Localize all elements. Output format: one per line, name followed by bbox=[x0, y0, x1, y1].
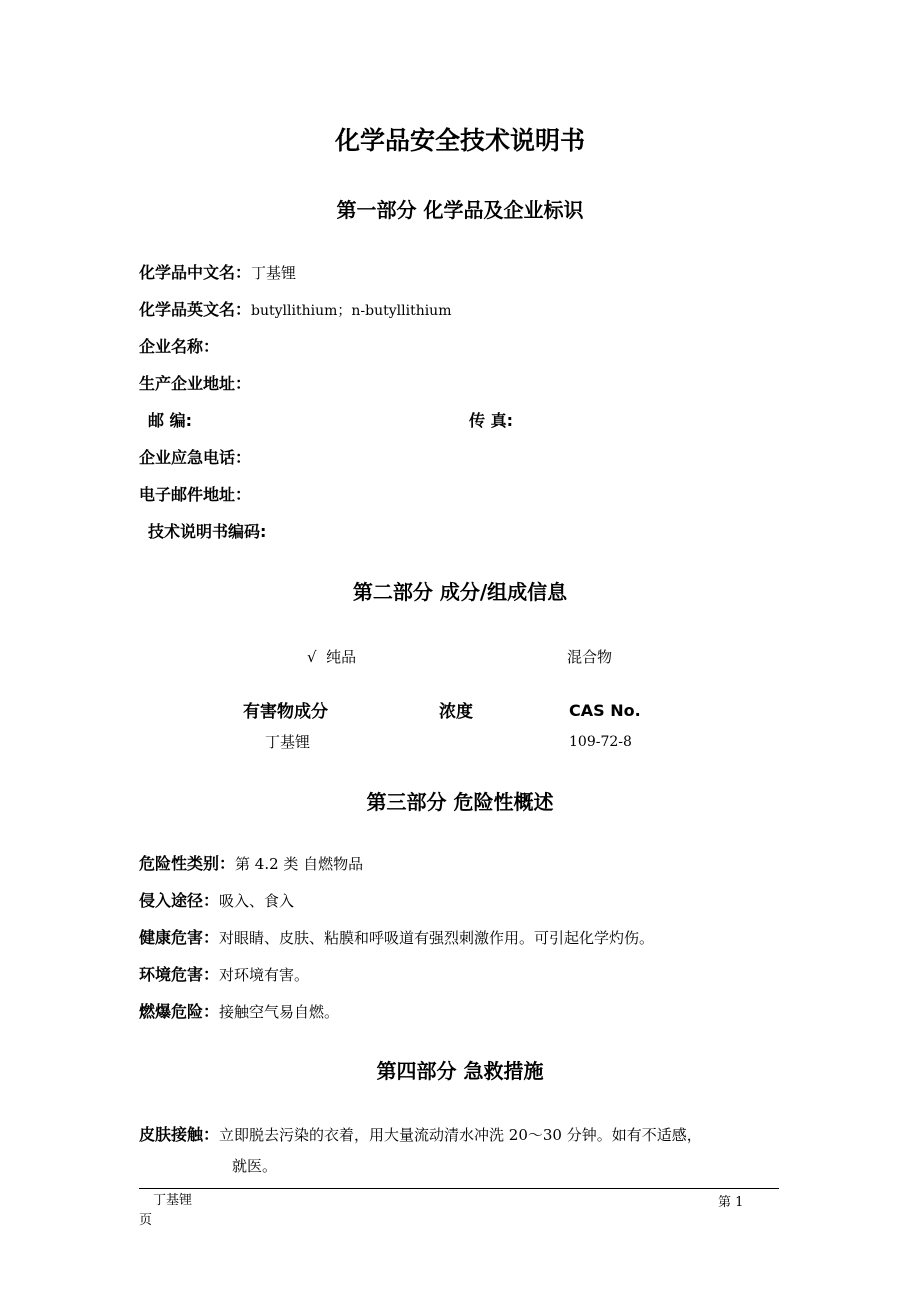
hazard-item bbox=[139, 888, 294, 911]
health-hazard-label: 健康危害： bbox=[139, 928, 220, 947]
cn-name-label: 化学品中文名： bbox=[139, 263, 252, 282]
fire-explosion-hazard-label: 燃爆危险： bbox=[139, 1002, 220, 1021]
exposure-route-label: 侵入途径： bbox=[139, 891, 220, 910]
doc-code-label: 技术说明书编码: bbox=[148, 522, 267, 541]
pure-option bbox=[307, 646, 356, 667]
section-heading-part4: 第四部分 急救措施 bbox=[376, 1059, 544, 1083]
en-name-row bbox=[139, 297, 451, 320]
health-hazard-value: 对眼睛、皮肤、粘膜和呼吸道有强烈刺激作用。可引起化学灼伤。 bbox=[219, 929, 655, 947]
environmental-hazard-value: 对环境有害。 bbox=[219, 966, 310, 984]
section-heading-part2: 第二部分 成分/组成信息 bbox=[352, 580, 568, 604]
emergency-phone-label: 企业应急电话： bbox=[139, 448, 252, 467]
company-address-label: 生产企业地址： bbox=[139, 374, 252, 393]
table-header-concentration: 浓度 bbox=[439, 702, 473, 722]
cn-name-value: 丁基锂 bbox=[251, 264, 297, 282]
skin-contact-row bbox=[139, 1122, 702, 1145]
footer-divider bbox=[139, 1188, 779, 1189]
hazard-category-value: 第 4.2 类 自燃物品 bbox=[235, 855, 364, 873]
hazard-item bbox=[139, 925, 654, 948]
skin-contact-label: 皮肤接触： bbox=[139, 1125, 220, 1144]
table-cell-cas: 109-72-8 bbox=[569, 734, 632, 750]
fire-explosion-hazard-value: 接触空气易自燃。 bbox=[219, 1003, 340, 1021]
footer-page-number: 第 1 bbox=[718, 1195, 744, 1210]
table-header-component: 有害物成分 bbox=[243, 702, 328, 722]
en-name-value: butyllithium；n-butyllithium bbox=[251, 303, 452, 319]
table-header-cas: CAS No. bbox=[569, 701, 641, 720]
document-title: 化学品安全技术说明书 bbox=[334, 126, 585, 155]
email-label: 电子邮件地址： bbox=[139, 485, 252, 504]
table-cell-component: 丁基锂 bbox=[265, 733, 311, 751]
footer-page-suffix: 页 bbox=[139, 1213, 153, 1228]
pure-label: 纯品 bbox=[326, 648, 357, 666]
environmental-hazard-label: 环境危害： bbox=[139, 965, 220, 984]
hazard-category-label: 危险性类别： bbox=[139, 854, 236, 873]
check-mark-icon: √ bbox=[307, 648, 317, 666]
postcode-label: 邮 编: bbox=[148, 411, 192, 430]
cn-name-row bbox=[139, 260, 296, 283]
company-name-label: 企业名称： bbox=[139, 337, 220, 356]
section-heading-part3: 第三部分 危险性概述 bbox=[366, 790, 554, 814]
section-heading-part1: 第一部分 化学品及企业标识 bbox=[336, 198, 584, 222]
footer-doc-name: 丁基锂 bbox=[153, 1193, 193, 1208]
hazard-item bbox=[139, 851, 363, 874]
fax-label: 传 真: bbox=[469, 411, 513, 430]
skin-contact-value-line1: 立即脱去污染的衣着，用大量流动清水冲洗 20～30 分钟。如有不适感， bbox=[219, 1126, 702, 1144]
skin-contact-value-line2: 就医。 bbox=[232, 1157, 278, 1175]
en-name-label: 化学品英文名： bbox=[139, 300, 252, 319]
hazard-item bbox=[139, 999, 339, 1022]
hazard-item bbox=[139, 962, 309, 985]
exposure-route-value: 吸入、食入 bbox=[219, 892, 295, 910]
mixture-label: 混合物 bbox=[567, 648, 613, 666]
